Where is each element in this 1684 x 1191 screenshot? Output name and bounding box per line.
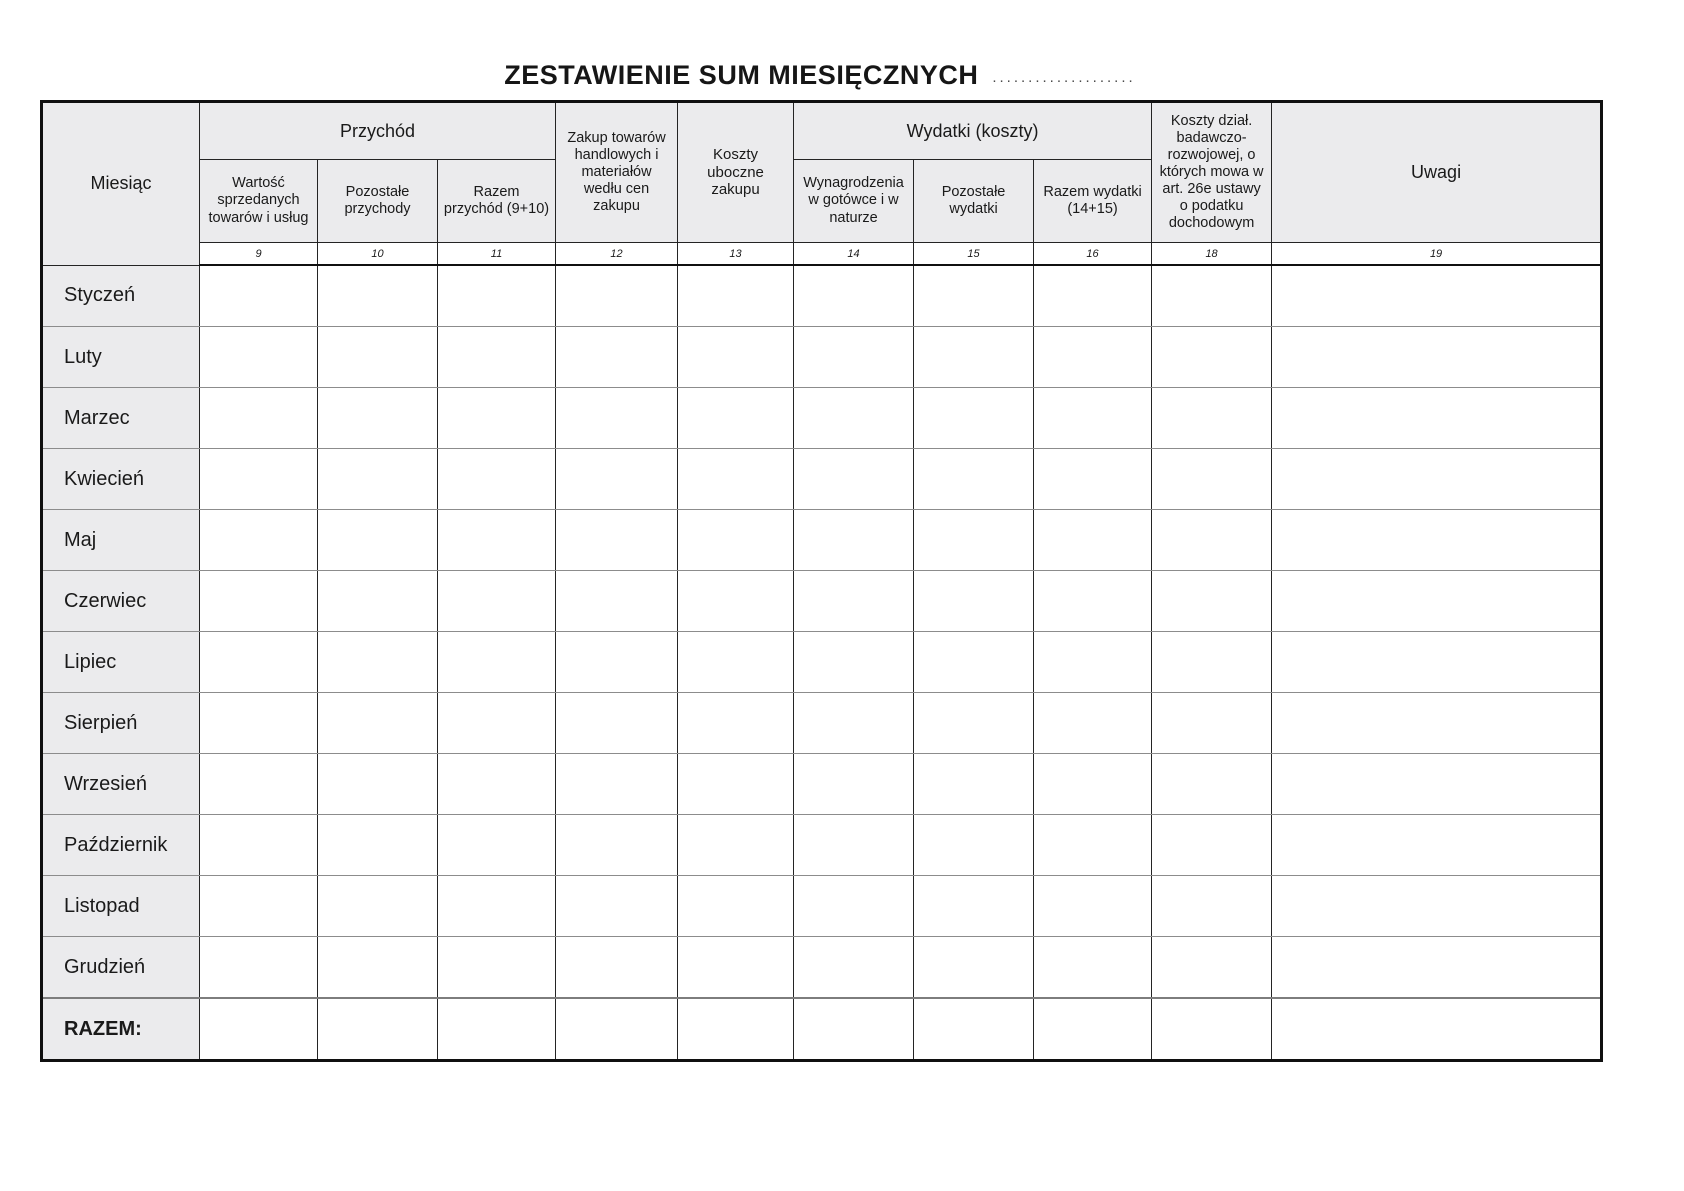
data-cell bbox=[1272, 327, 1602, 388]
data-cell bbox=[1152, 998, 1272, 1061]
data-cell bbox=[200, 449, 318, 510]
data-cell bbox=[1152, 693, 1272, 754]
data-cell bbox=[794, 937, 914, 999]
header-wartosc-sprzedanych: Wartość sprzedanych towarów i usług bbox=[200, 160, 318, 243]
data-cell bbox=[1152, 449, 1272, 510]
data-cell bbox=[914, 632, 1034, 693]
data-cell bbox=[438, 815, 556, 876]
data-cell bbox=[914, 937, 1034, 999]
table-row-styczen bbox=[42, 265, 1602, 327]
data-cell bbox=[1152, 571, 1272, 632]
header-miesiac: Miesiąc bbox=[42, 102, 200, 266]
data-cell bbox=[678, 571, 794, 632]
column-number: 15 bbox=[914, 243, 1034, 266]
data-cell bbox=[556, 449, 678, 510]
table-row-grudzien bbox=[42, 937, 1602, 999]
month-label: Sierpień bbox=[42, 693, 200, 754]
data-cell bbox=[438, 937, 556, 999]
table-row-maj bbox=[42, 510, 1602, 571]
data-cell bbox=[556, 632, 678, 693]
header-group-row bbox=[42, 102, 1602, 160]
data-cell bbox=[200, 815, 318, 876]
data-cell bbox=[678, 876, 794, 937]
data-cell bbox=[1034, 815, 1152, 876]
data-cell bbox=[794, 998, 914, 1061]
data-cell bbox=[438, 449, 556, 510]
month-label: Czerwiec bbox=[42, 571, 200, 632]
data-cell bbox=[1152, 632, 1272, 693]
data-cell bbox=[678, 449, 794, 510]
data-cell bbox=[794, 388, 914, 449]
data-cell bbox=[1034, 571, 1152, 632]
data-cell bbox=[318, 815, 438, 876]
header-wydatki-group: Wydatki (koszty) bbox=[794, 102, 1152, 160]
data-cell bbox=[318, 693, 438, 754]
data-cell bbox=[318, 632, 438, 693]
page-title: ZESTAWIENIE SUM MIESIĘCZNYCH bbox=[504, 60, 979, 90]
column-number: 18 bbox=[1152, 243, 1272, 266]
month-label: Październik bbox=[42, 815, 200, 876]
column-number: 16 bbox=[1034, 243, 1152, 266]
data-cell bbox=[1272, 754, 1602, 815]
table-row-luty bbox=[42, 327, 1602, 388]
data-cell bbox=[1034, 937, 1152, 999]
column-number: 9 bbox=[200, 243, 318, 266]
data-cell bbox=[914, 998, 1034, 1061]
data-cell bbox=[318, 265, 438, 327]
data-cell bbox=[1152, 754, 1272, 815]
data-cell bbox=[1034, 632, 1152, 693]
data-cell bbox=[914, 754, 1034, 815]
data-cell bbox=[794, 815, 914, 876]
data-cell bbox=[678, 998, 794, 1061]
data-cell bbox=[1272, 449, 1602, 510]
data-cell bbox=[556, 998, 678, 1061]
data-cell bbox=[794, 693, 914, 754]
data-cell bbox=[200, 754, 318, 815]
table-row-czerwiec bbox=[42, 571, 1602, 632]
data-cell bbox=[200, 388, 318, 449]
data-cell bbox=[438, 388, 556, 449]
column-number-row bbox=[42, 243, 1602, 266]
data-cell bbox=[794, 449, 914, 510]
data-cell bbox=[556, 571, 678, 632]
data-cell bbox=[200, 265, 318, 327]
data-cell bbox=[556, 937, 678, 999]
total-label: RAZEM: bbox=[42, 998, 200, 1061]
data-cell bbox=[1034, 876, 1152, 937]
header-uwagi: Uwagi bbox=[1272, 102, 1602, 243]
data-cell bbox=[794, 632, 914, 693]
data-cell bbox=[678, 937, 794, 999]
data-cell bbox=[200, 632, 318, 693]
data-cell bbox=[794, 876, 914, 937]
data-cell bbox=[200, 510, 318, 571]
data-cell bbox=[200, 327, 318, 388]
data-cell bbox=[794, 327, 914, 388]
data-cell bbox=[1152, 937, 1272, 999]
data-cell bbox=[556, 388, 678, 449]
table-row-sierpien bbox=[42, 693, 1602, 754]
data-cell bbox=[318, 937, 438, 999]
data-cell bbox=[678, 693, 794, 754]
data-cell bbox=[794, 510, 914, 571]
data-cell bbox=[1034, 754, 1152, 815]
header-koszty-uboczne: Koszty uboczne zakupu bbox=[678, 102, 794, 243]
data-cell bbox=[678, 815, 794, 876]
data-cell bbox=[678, 327, 794, 388]
data-cell bbox=[438, 754, 556, 815]
month-label: Listopad bbox=[42, 876, 200, 937]
header-wynagrodzenia: Wynagrodzenia w gotówce i w naturze bbox=[794, 160, 914, 243]
data-cell bbox=[1152, 876, 1272, 937]
data-cell bbox=[200, 571, 318, 632]
data-cell bbox=[1034, 998, 1152, 1061]
data-cell bbox=[1034, 265, 1152, 327]
data-cell bbox=[1272, 876, 1602, 937]
data-cell bbox=[318, 510, 438, 571]
month-label: Lipiec bbox=[42, 632, 200, 693]
data-cell bbox=[438, 876, 556, 937]
data-cell bbox=[794, 571, 914, 632]
data-cell bbox=[1272, 815, 1602, 876]
month-label: Kwiecień bbox=[42, 449, 200, 510]
data-cell bbox=[1034, 327, 1152, 388]
data-cell bbox=[1272, 998, 1602, 1061]
column-number: 12 bbox=[556, 243, 678, 266]
data-cell bbox=[1152, 510, 1272, 571]
month-label: Wrzesień bbox=[42, 754, 200, 815]
data-cell bbox=[556, 327, 678, 388]
data-cell bbox=[1272, 265, 1602, 327]
data-cell bbox=[678, 754, 794, 815]
month-label: Marzec bbox=[42, 388, 200, 449]
data-cell bbox=[914, 815, 1034, 876]
data-cell bbox=[678, 510, 794, 571]
table-row-kwiecien bbox=[42, 449, 1602, 510]
month-label: Maj bbox=[42, 510, 200, 571]
table-row-marzec bbox=[42, 388, 1602, 449]
data-cell bbox=[678, 265, 794, 327]
data-cell bbox=[556, 754, 678, 815]
data-cell bbox=[1152, 815, 1272, 876]
table-row-pazdziernik bbox=[42, 815, 1602, 876]
data-cell bbox=[318, 754, 438, 815]
data-cell bbox=[556, 265, 678, 327]
data-cell bbox=[1272, 571, 1602, 632]
data-cell bbox=[318, 449, 438, 510]
data-cell bbox=[914, 571, 1034, 632]
monthly-sums-table bbox=[40, 100, 1603, 1062]
data-cell bbox=[914, 265, 1034, 327]
header-koszty-dzial: Koszty dział. badawczo-rozwojowej, o których mowa w art. 26e ustawy o podatku dochodowym bbox=[1152, 102, 1272, 243]
data-cell bbox=[1152, 388, 1272, 449]
month-label: Styczeń bbox=[42, 265, 200, 327]
data-cell bbox=[1152, 327, 1272, 388]
data-cell bbox=[1152, 265, 1272, 327]
month-label: Grudzień bbox=[42, 937, 200, 999]
data-cell bbox=[556, 876, 678, 937]
header-razem-wydatki: Razem wydatki (14+15) bbox=[1034, 160, 1152, 243]
data-cell bbox=[1272, 937, 1602, 999]
data-cell bbox=[438, 571, 556, 632]
data-cell bbox=[200, 937, 318, 999]
title-dotted-line: .................... bbox=[992, 69, 1136, 86]
table-row-listopad bbox=[42, 876, 1602, 937]
data-cell bbox=[678, 388, 794, 449]
data-cell bbox=[1034, 510, 1152, 571]
data-cell bbox=[914, 449, 1034, 510]
table-row-wrzesien bbox=[42, 754, 1602, 815]
data-cell bbox=[914, 327, 1034, 388]
data-cell bbox=[318, 571, 438, 632]
month-label: Luty bbox=[42, 327, 200, 388]
data-cell bbox=[438, 510, 556, 571]
data-cell bbox=[914, 510, 1034, 571]
header-razem-przychod: Razem przychód (9+10) bbox=[438, 160, 556, 243]
data-cell bbox=[438, 998, 556, 1061]
data-cell bbox=[1034, 449, 1152, 510]
data-cell bbox=[200, 876, 318, 937]
data-cell bbox=[1272, 388, 1602, 449]
data-cell bbox=[438, 265, 556, 327]
data-cell bbox=[914, 693, 1034, 754]
data-cell bbox=[318, 388, 438, 449]
header-przychod-group: Przychód bbox=[200, 102, 556, 160]
header-pozostale-wydatki: Pozostałe wydatki bbox=[914, 160, 1034, 243]
data-cell bbox=[1034, 388, 1152, 449]
data-cell bbox=[318, 327, 438, 388]
column-number: 13 bbox=[678, 243, 794, 266]
data-cell bbox=[438, 327, 556, 388]
data-cell bbox=[1272, 632, 1602, 693]
title-block bbox=[40, 60, 1600, 91]
total-row bbox=[42, 998, 1602, 1061]
column-number: 19 bbox=[1272, 243, 1602, 266]
data-cell bbox=[438, 632, 556, 693]
data-cell bbox=[556, 693, 678, 754]
table-row-lipiec bbox=[42, 632, 1602, 693]
header-pozostale-przychody: Pozostałe przychody bbox=[318, 160, 438, 243]
data-cell bbox=[438, 693, 556, 754]
data-cell bbox=[914, 388, 1034, 449]
data-cell bbox=[678, 632, 794, 693]
data-cell bbox=[200, 998, 318, 1061]
data-cell bbox=[318, 998, 438, 1061]
data-cell bbox=[794, 265, 914, 327]
data-cell bbox=[1272, 510, 1602, 571]
data-cell bbox=[794, 754, 914, 815]
data-cell bbox=[556, 815, 678, 876]
data-cell bbox=[914, 876, 1034, 937]
column-number: 14 bbox=[794, 243, 914, 266]
column-number: 10 bbox=[318, 243, 438, 266]
data-cell bbox=[1034, 693, 1152, 754]
column-number: 11 bbox=[438, 243, 556, 266]
data-cell bbox=[200, 693, 318, 754]
data-cell bbox=[556, 510, 678, 571]
header-zakup-towarow: Zakup towarów handlowych i materiałów wedłu cen zakupu bbox=[556, 102, 678, 243]
data-cell bbox=[1272, 693, 1602, 754]
data-cell bbox=[318, 876, 438, 937]
